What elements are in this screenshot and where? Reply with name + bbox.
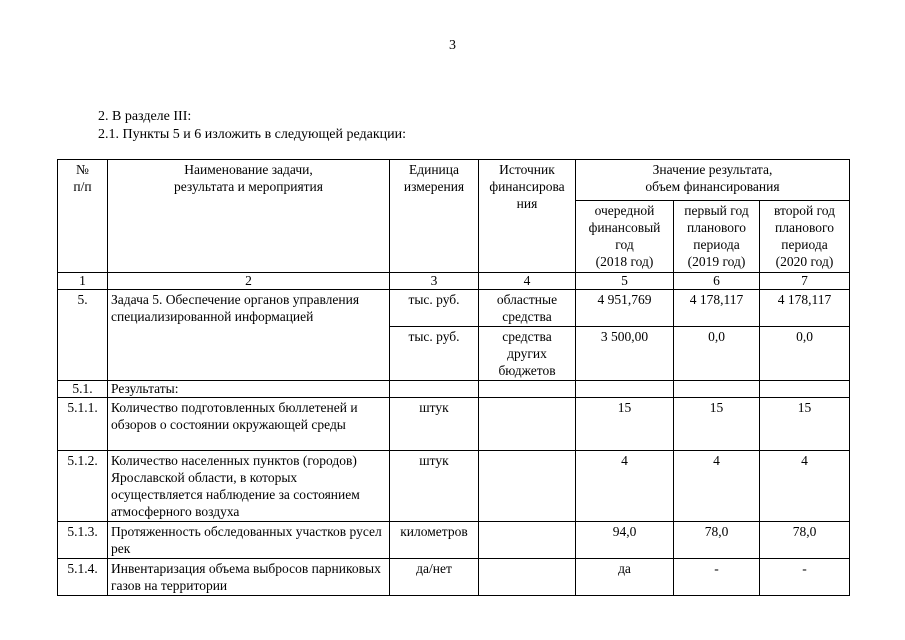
table-row xyxy=(58,451,850,522)
row-num: 5.1.4. xyxy=(58,559,108,596)
row-v2019: 15 xyxy=(674,398,760,451)
header-2020-cell xyxy=(760,201,850,273)
results-header-row xyxy=(58,381,850,398)
row-v2019: - xyxy=(674,559,760,596)
row-num: 5.1.2. xyxy=(58,451,108,522)
header-2018-line2: финансовый xyxy=(588,220,661,235)
results-table xyxy=(57,159,850,596)
header-num-cell xyxy=(58,160,108,273)
row-unit: штук xyxy=(390,451,479,522)
row-num: 5.1.3. xyxy=(58,522,108,559)
table-row xyxy=(58,559,850,596)
empty-cell xyxy=(674,381,760,398)
row-unit: километров xyxy=(390,522,479,559)
task5-name: Задача 5. Обеспечение органов управления специализированной информацией xyxy=(108,290,390,381)
empty-cell xyxy=(390,381,479,398)
header-2018-cell xyxy=(576,201,674,273)
results-label: Результаты: xyxy=(108,381,390,398)
empty-cell xyxy=(576,381,674,398)
col-number: 6 xyxy=(674,273,760,290)
row-v2019: 4 xyxy=(674,451,760,522)
task5-v2020-2: 0,0 xyxy=(760,327,850,381)
row-v2018: да xyxy=(576,559,674,596)
col-number: 2 xyxy=(108,273,390,290)
section-intro: 2. В разделе III: xyxy=(98,109,192,124)
task5-unit-2: тыс. руб. xyxy=(390,327,479,381)
header-2018-line4: (2018 год) xyxy=(595,254,654,269)
col-number: 3 xyxy=(390,273,479,290)
header-value-line1: Значение результата, xyxy=(652,162,773,177)
col-number: 1 xyxy=(58,273,108,290)
col-number: 4 xyxy=(479,273,576,290)
header-2018-line3: год xyxy=(615,237,634,252)
row-num: 5.1.1. xyxy=(58,398,108,451)
header-unit-cell xyxy=(390,160,479,273)
table-row xyxy=(58,522,850,559)
header-2019-line4: (2019 год) xyxy=(687,254,746,269)
header-2020-line4: (2020 год) xyxy=(775,254,834,269)
row-unit: да/нет xyxy=(390,559,479,596)
header-name-line1: Наименование задачи, xyxy=(184,162,313,177)
row-source xyxy=(479,559,576,596)
task5-v2020-1: 4 178,117 xyxy=(760,290,850,327)
row-v2019: 78,0 xyxy=(674,522,760,559)
task5-unit-1: тыс. руб. xyxy=(390,290,479,327)
header-2019-line3: периода xyxy=(693,237,740,252)
task5-v2018-1: 4 951,769 xyxy=(576,290,674,327)
task5-source-1: областные средства xyxy=(479,290,576,327)
row-name: Протяженность обследованных участков русел рек xyxy=(108,522,390,559)
header-num-line1: № xyxy=(76,162,89,177)
header-value-line2: объем финансирования xyxy=(645,179,780,194)
header-unit-line2: измерения xyxy=(403,179,465,194)
row-v2018: 4 xyxy=(576,451,674,522)
header-2020-line3: периода xyxy=(781,237,828,252)
col-number: 5 xyxy=(576,273,674,290)
header-source-line2: финансирова xyxy=(489,179,565,194)
header-2020-line2: планового xyxy=(775,220,834,235)
header-unit-line1: Единица xyxy=(408,162,459,177)
header-source-line1: Источник xyxy=(499,162,555,177)
row-v2020: 78,0 xyxy=(760,522,850,559)
empty-cell xyxy=(760,381,850,398)
row-v2018: 15 xyxy=(576,398,674,451)
header-row xyxy=(58,160,850,201)
task5-source-2: средства других бюджетов xyxy=(479,327,576,381)
header-value-cell xyxy=(576,160,850,201)
task5-v2019-1: 4 178,117 xyxy=(674,290,760,327)
task5-row-1 xyxy=(58,290,850,327)
row-source xyxy=(479,522,576,559)
row-unit: штук xyxy=(390,398,479,451)
page-number: 3 xyxy=(449,38,456,53)
row-v2020: 15 xyxy=(760,398,850,451)
task5-num: 5. xyxy=(58,290,108,381)
table-row xyxy=(58,398,850,451)
row-v2020: - xyxy=(760,559,850,596)
header-name-line2: результата и мероприятия xyxy=(173,179,323,194)
column-numbers-row xyxy=(58,273,850,290)
header-2020-line1: второй год xyxy=(773,203,836,218)
subsection-intro: 2.1. Пункты 5 и 6 изложить в следующей редакции: xyxy=(98,127,407,142)
row-name: Инвентаризация объема выбросов парниковых газов на территории xyxy=(108,559,390,596)
header-num-line2: п/п xyxy=(73,179,92,194)
row-name: Количество подготовленных бюллетеней и обзоров о состоянии окружающей среды xyxy=(108,398,390,451)
row-source xyxy=(479,451,576,522)
empty-cell xyxy=(479,381,576,398)
row-v2020: 4 xyxy=(760,451,850,522)
header-source-cell xyxy=(479,160,576,273)
header-2019-line1: первый год xyxy=(684,203,749,218)
task5-v2018-2: 3 500,00 xyxy=(576,327,674,381)
row-source xyxy=(479,398,576,451)
header-2018-line1: очередной xyxy=(594,203,655,218)
header-2019-cell xyxy=(674,201,760,273)
row-v2018: 94,0 xyxy=(576,522,674,559)
row-name: Количество населенных пунктов (городов) Ярославской области, в которых осуществляется наблюдение за состоянием атмосферного воздуха xyxy=(108,451,390,522)
header-name-cell xyxy=(108,160,390,273)
header-source-line3: ния xyxy=(516,196,538,211)
results-num: 5.1. xyxy=(58,381,108,398)
col-number: 7 xyxy=(760,273,850,290)
task5-v2019-2: 0,0 xyxy=(674,327,760,381)
header-2019-line2: планового xyxy=(687,220,746,235)
